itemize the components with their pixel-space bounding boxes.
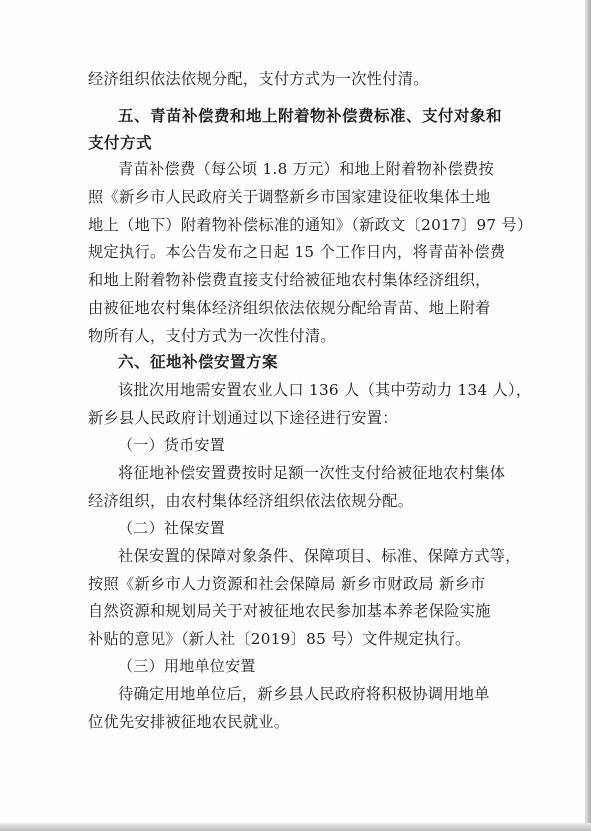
section-heading-5: 五、青苗补偿费和地上附着物补偿费标准、支付对象和 <box>118 107 503 125</box>
paragraph-line: 照《新乡市人民政府关于调整新乡市国家建设征收集体土地 <box>88 188 491 206</box>
scan-edge-shadow <box>585 0 591 831</box>
paragraph-line: 规定执行。本公告发布之日起 15 个工作日内，将青苗补偿费 <box>88 243 506 261</box>
subsection-heading-1: （一）货币安置 <box>118 436 226 454</box>
paragraph-line: 经济组织，由农村集体经济组织依法依规分配。 <box>88 492 414 510</box>
paragraph-line: 自然资源和规划局关于对被征地农民参加基本养老保险实施 <box>88 602 491 620</box>
subsection-heading-2: （二）社保安置 <box>118 519 226 537</box>
scan-edge-shadow <box>0 823 591 831</box>
section-heading-5-cont: 支付方式 <box>88 134 153 152</box>
section-heading-6: 六、征地补偿安置方案 <box>118 353 279 371</box>
paragraph-line: 社保安置的保障对象条件、保障项目、标准、保障方式等， <box>118 547 521 565</box>
paragraph-line: 经济组织依法依规分配，支付方式为一次性付清。 <box>88 70 429 88</box>
paragraph-line: 和地上附着物补偿费直接支付给被征地农村集体经济组织， <box>88 271 491 289</box>
paragraph-line: 新乡县人民政府计划通过以下途径进行安置： <box>88 409 398 427</box>
paragraph-line: 按照《新乡市人力资源和社会保障局 新乡市财政局 新乡市 <box>88 575 486 593</box>
paragraph-line: 将征地补偿安置费按时足额一次性支付给被征地农村集体 <box>118 464 506 482</box>
paragraph-line: 该批次用地需安置农业人口 136 人（其中劳动力 134 人）， <box>118 381 532 399</box>
paragraph-line: 由被征地农村集体经济组织依法依规分配给青苗、地上附着 <box>88 299 491 317</box>
paragraph-line: 补贴的意见》（新人社〔2019〕85 号）文件规定执行。 <box>88 630 471 648</box>
paragraph-line: 青苗补偿费（每公顷 1.8 万元）和地上附着物补偿费按 <box>118 160 495 178</box>
paragraph-line: 物所有人，支付方式为一次性付清。 <box>88 327 336 345</box>
paragraph-line: 位优先安排被征地农民就业。 <box>88 713 290 731</box>
paragraph-line: 地上（地下）附着物补偿标准的通知》（新政文〔2017〕97 号） <box>88 216 533 234</box>
paragraph-line: 待确定用地单位后，新乡县人民政府将积极协调用地单 <box>118 685 490 703</box>
subsection-heading-3: （三）用地单位安置 <box>118 657 256 675</box>
